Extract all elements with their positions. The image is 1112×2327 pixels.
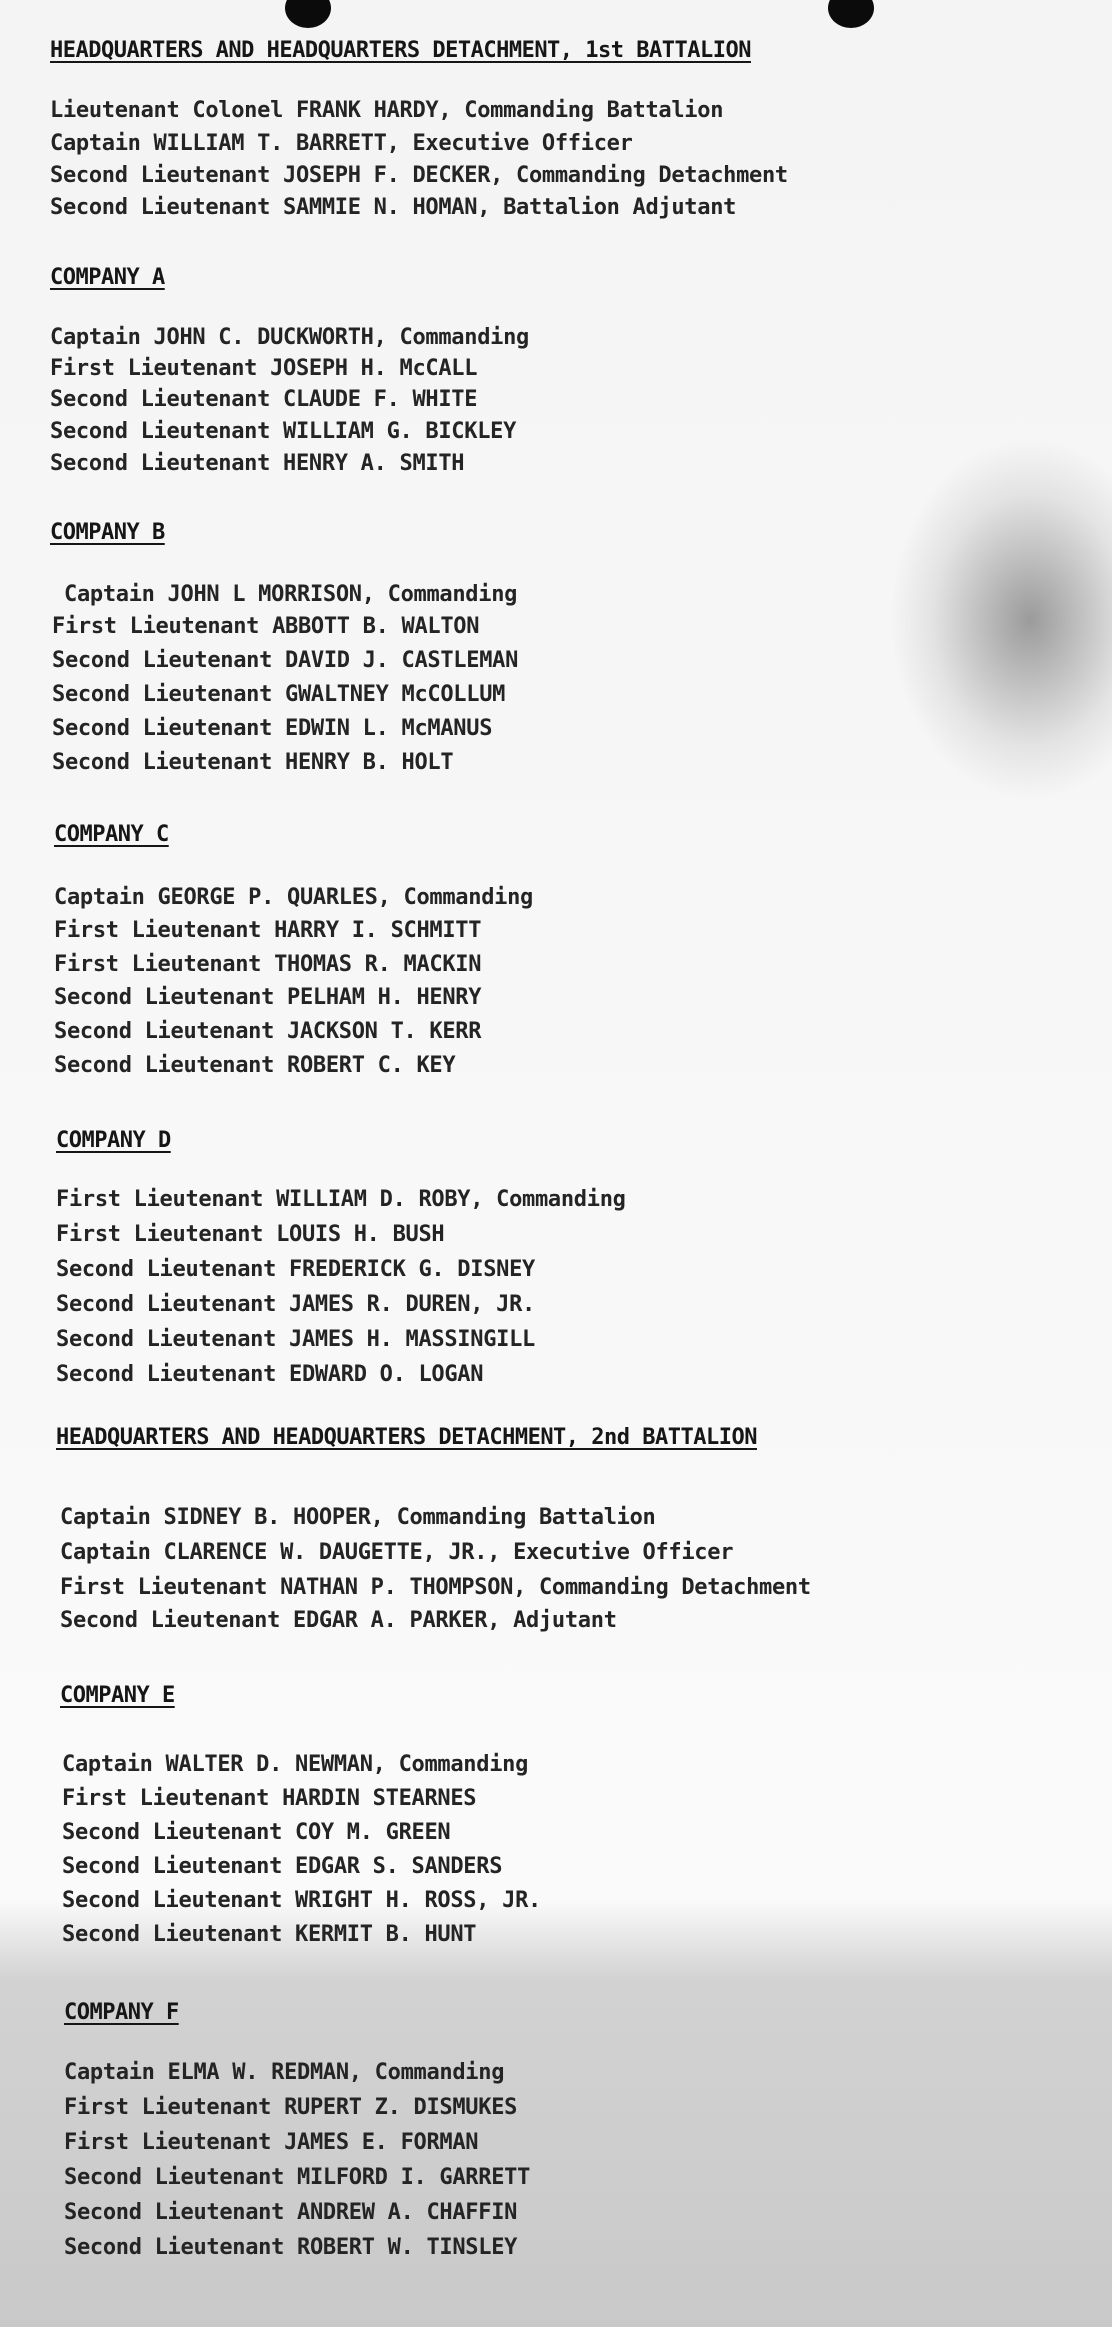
roster-line: Second Lieutenant EDWIN L. McMANUS [52,716,493,741]
roster-line: Second Lieutenant SAMMIE N. HOMAN, Battalion Adjutant [50,195,737,220]
roster-line: Captain JOHN L MORRISON, Commanding [64,582,518,607]
roster-line: Lieutenant Colonel FRANK HARDY, Commanding Battalion [50,98,724,123]
roster-line: Second Lieutenant COY M. GREEN [62,1820,451,1845]
section-heading: COMPANY A [50,265,165,290]
roster-line: First Lieutenant WILLIAM D. ROBY, Commanding [56,1187,626,1212]
roster-line: Second Lieutenant MILFORD I. GARRETT [64,2165,531,2190]
roster-line: First Lieutenant ABBOTT B. WALTON [52,614,480,639]
roster-line: Second Lieutenant HENRY B. HOLT [52,750,454,775]
section-heading: COMPANY B [50,520,165,545]
roster-line: Second Lieutenant EDGAR S. SANDERS [62,1854,503,1879]
roster-line: First Lieutenant THOMAS R. MACKIN [54,952,482,977]
roster-line: Second Lieutenant PELHAM H. HENRY [54,985,482,1010]
roster-line: Second Lieutenant WRIGHT H. ROSS, JR. [62,1888,541,1913]
section-heading: COMPANY C [54,822,169,847]
roster-line: First Lieutenant JAMES E. FORMAN [64,2130,479,2155]
roster-line: Captain GEORGE P. QUARLES, Commanding [54,885,533,910]
section-heading: HEADQUARTERS AND HEADQUARTERS DETACHMENT, 1st BATTALION [50,38,751,63]
roster-line: Second Lieutenant FREDERICK G. DISNEY [56,1257,535,1282]
roster-line: First Lieutenant HARDIN STEARNES [62,1786,477,1811]
roster-line: Captain WILLIAM T. BARRETT, Executive Officer [50,131,633,156]
roster-line: First Lieutenant RUPERT Z. DISMUKES [64,2095,518,2120]
roster-line: Captain WALTER D. NEWMAN, Commanding [62,1752,529,1777]
roster-line: Captain JOHN C. DUCKWORTH, Commanding [50,325,529,350]
roster-line: First Lieutenant HARRY I. SCHMITT [54,918,482,943]
roster-line: Second Lieutenant JACKSON T. KERR [54,1019,482,1044]
roster-line: Second Lieutenant JOSEPH F. DECKER, Commanding Detachment [50,163,788,188]
section-heading: COMPANY F [64,2000,179,2025]
roster-line: Second Lieutenant EDWARD O. LOGAN [56,1362,484,1387]
roster-line: Second Lieutenant WILLIAM G. BICKLEY [50,419,517,444]
roster-line: Second Lieutenant DAVID J. CASTLEMAN [52,648,519,673]
roster-line: Second Lieutenant GWALTNEY McCOLLUM [52,682,506,707]
roster-line: First Lieutenant NATHAN P. THOMPSON, Commanding Detachment [60,1575,811,1600]
roster-line: Second Lieutenant KERMIT B. HUNT [62,1922,477,1947]
roster-line: First Lieutenant LOUIS H. BUSH [56,1222,445,1247]
section-heading: HEADQUARTERS AND HEADQUARTERS DETACHMENT, 2nd BATTALION [56,1425,757,1450]
roster-line: Captain CLARENCE W. DAUGETTE, JR., Executive Officer [60,1540,734,1565]
section-heading: COMPANY E [60,1683,175,1708]
roster-line: Second Lieutenant JAMES H. MASSINGILL [56,1327,535,1352]
roster-line: Second Lieutenant HENRY A. SMITH [50,451,465,476]
roster-line: Second Lieutenant ROBERT C. KEY [54,1053,456,1078]
roster-line: Second Lieutenant JAMES R. DUREN, JR. [56,1292,535,1317]
roster-line: Second Lieutenant CLAUDE F. WHITE [50,387,478,412]
roster-line: Second Lieutenant EDGAR A. PARKER, Adjutant [60,1608,617,1633]
section-heading: COMPANY D [56,1128,171,1153]
roster-line: Captain ELMA W. REDMAN, Commanding [64,2060,505,2085]
roster-line: Captain SIDNEY B. HOOPER, Commanding Battalion [60,1505,656,1530]
roster-line: Second Lieutenant ANDREW A. CHAFFIN [64,2200,518,2225]
roster-line: First Lieutenant JOSEPH H. McCALL [50,356,478,381]
roster-line: Second Lieutenant ROBERT W. TINSLEY [64,2235,518,2260]
